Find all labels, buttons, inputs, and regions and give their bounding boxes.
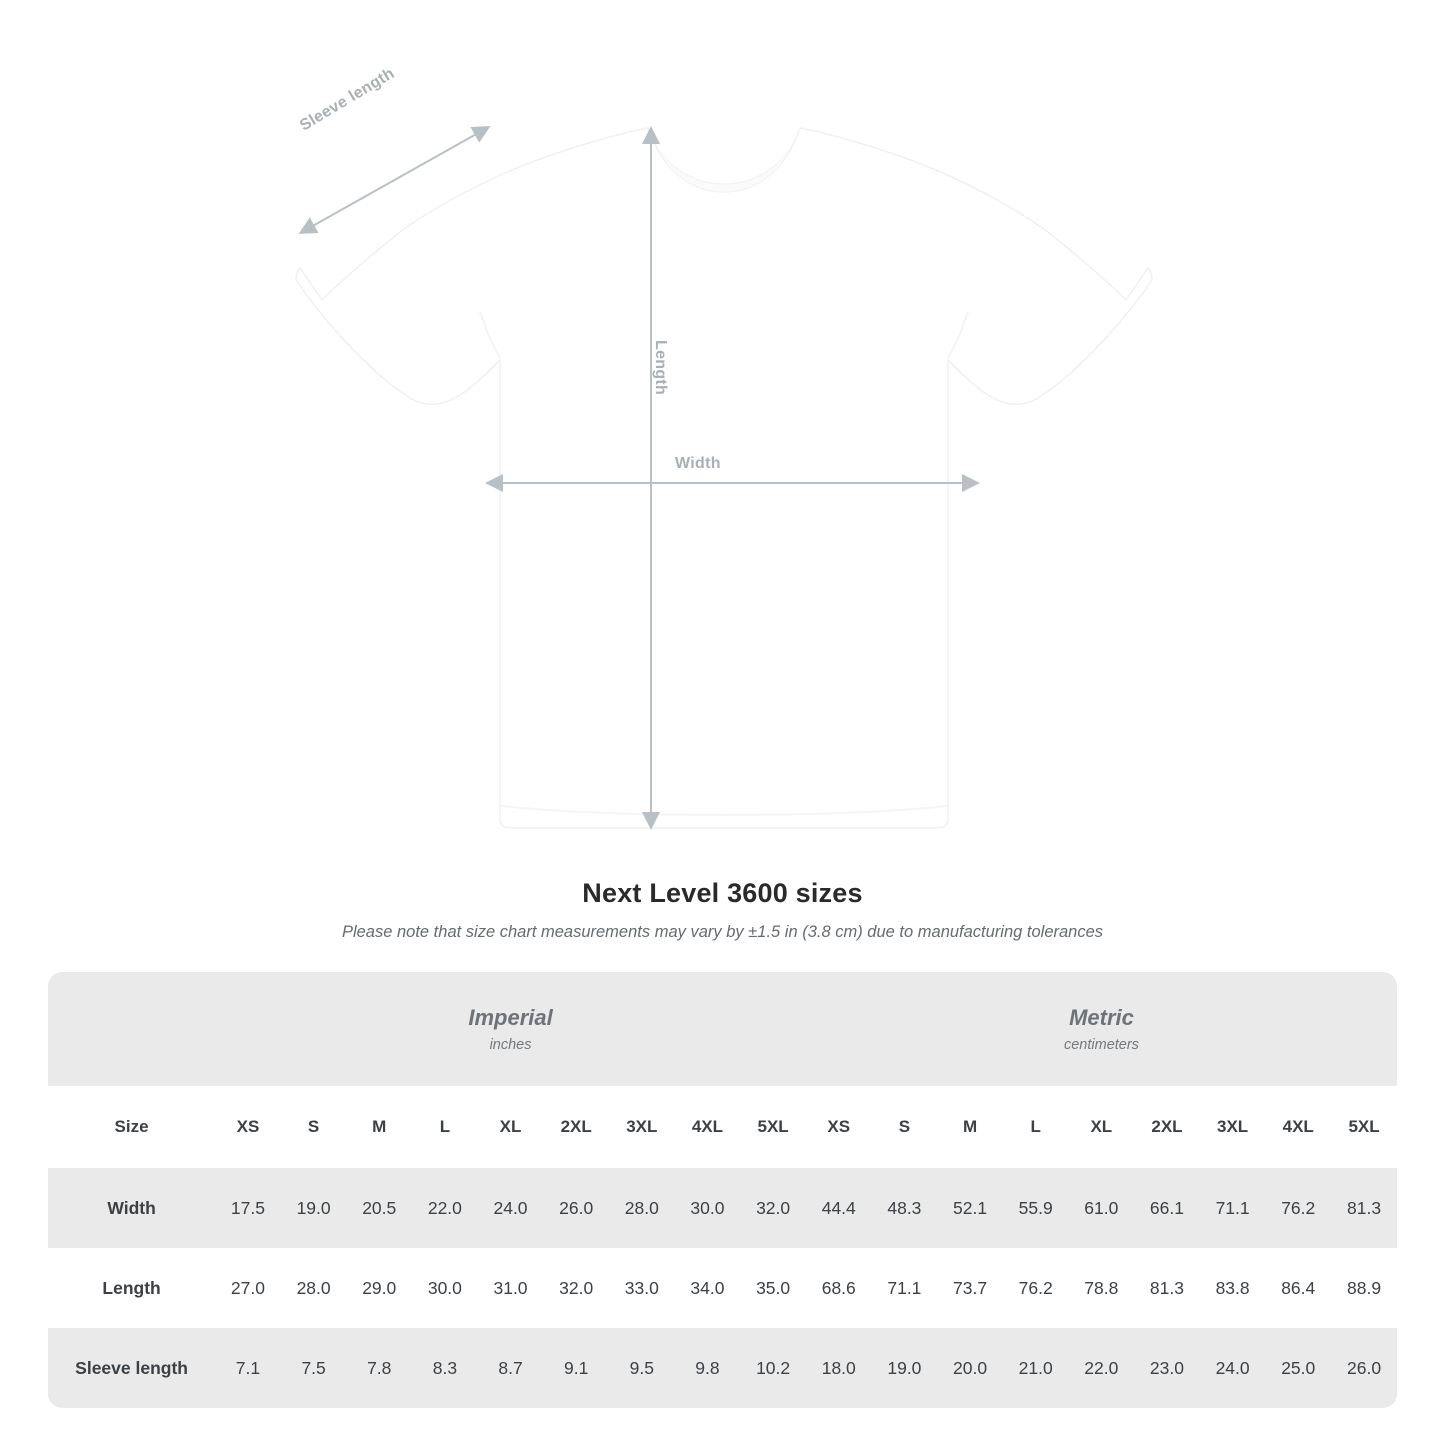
width-label: Width <box>675 455 721 472</box>
cell-sleeve-metric-xl: 22.0 <box>1069 1328 1135 1408</box>
size-header-metric-l: L <box>1003 1086 1069 1168</box>
cell-width-metric-s: 48.3 <box>872 1168 938 1248</box>
cell-width-metric-xl: 61.0 <box>1069 1168 1135 1248</box>
title-block <box>0 878 1445 942</box>
cell-width-imperial-m: 20.5 <box>346 1168 412 1248</box>
row-label-width: Width <box>48 1168 215 1248</box>
cell-width-imperial-4xl: 30.0 <box>675 1168 741 1248</box>
table-row <box>48 1328 1397 1408</box>
cell-sleeve-metric-4xl: 25.0 <box>1265 1328 1331 1408</box>
table-row <box>48 1168 1397 1248</box>
cell-sleeve-metric-s: 19.0 <box>872 1328 938 1408</box>
cell-length-imperial-xs: 27.0 <box>215 1248 281 1328</box>
cell-length-metric-4xl: 86.4 <box>1265 1248 1331 1328</box>
cell-length-metric-xs: 68.6 <box>806 1248 872 1328</box>
cell-sleeve-imperial-2xl: 9.1 <box>543 1328 609 1408</box>
cell-width-metric-2xl: 66.1 <box>1134 1168 1200 1248</box>
size-table <box>48 972 1397 1408</box>
cell-sleeve-metric-2xl: 23.0 <box>1134 1328 1200 1408</box>
size-header-metric-s: S <box>872 1086 938 1168</box>
cell-width-metric-5xl: 81.3 <box>1331 1168 1397 1248</box>
cell-width-imperial-5xl: 32.0 <box>740 1168 806 1248</box>
size-header-metric-3xl: 3XL <box>1200 1086 1266 1168</box>
size-header-imperial-2xl: 2XL <box>543 1086 609 1168</box>
cell-width-metric-4xl: 76.2 <box>1265 1168 1331 1248</box>
size-header-metric-5xl: 5XL <box>1331 1086 1397 1168</box>
cell-width-metric-l: 55.9 <box>1003 1168 1069 1248</box>
cell-sleeve-metric-xs: 18.0 <box>806 1328 872 1408</box>
table-corner <box>48 972 215 1086</box>
sleeve-length-label: Sleeve length <box>297 64 398 135</box>
cell-sleeve-metric-3xl: 24.0 <box>1200 1328 1266 1408</box>
cell-length-imperial-2xl: 32.0 <box>543 1248 609 1328</box>
size-header-imperial-3xl: 3XL <box>609 1086 675 1168</box>
cell-sleeve-metric-5xl: 26.0 <box>1331 1328 1397 1408</box>
cell-sleeve-imperial-4xl: 9.8 <box>675 1328 741 1408</box>
cell-width-imperial-xl: 24.0 <box>478 1168 544 1248</box>
cell-width-imperial-xs: 17.5 <box>215 1168 281 1248</box>
size-header-imperial-xs: XS <box>215 1086 281 1168</box>
cell-length-metric-m: 73.7 <box>937 1248 1003 1328</box>
table-row <box>48 1248 1397 1328</box>
cell-length-metric-2xl: 81.3 <box>1134 1248 1200 1328</box>
size-header-label: Size <box>48 1086 215 1168</box>
cell-sleeve-imperial-xl: 8.7 <box>478 1328 544 1408</box>
unit-group-imperial-sub: inches <box>489 1037 532 1053</box>
tshirt-shape <box>296 128 1152 828</box>
cell-width-metric-xs: 44.4 <box>806 1168 872 1248</box>
unit-group-metric-label: Metric <box>1069 1005 1134 1030</box>
row-label-length: Length <box>48 1248 215 1328</box>
cell-sleeve-imperial-l: 8.3 <box>412 1328 478 1408</box>
cell-width-metric-m: 52.1 <box>937 1168 1003 1248</box>
row-label-sleeve-length: Sleeve length <box>48 1328 215 1408</box>
cell-width-imperial-s: 19.0 <box>281 1168 347 1248</box>
size-header-metric-xl: XL <box>1069 1086 1135 1168</box>
size-header-imperial-4xl: 4XL <box>675 1086 741 1168</box>
size-header-metric-xs: XS <box>806 1086 872 1168</box>
cell-length-imperial-m: 29.0 <box>346 1248 412 1328</box>
unit-group-imperial-label: Imperial <box>468 1005 553 1030</box>
cell-length-metric-3xl: 83.8 <box>1200 1248 1266 1328</box>
cell-length-imperial-4xl: 34.0 <box>675 1248 741 1328</box>
cell-length-imperial-xl: 31.0 <box>478 1248 544 1328</box>
unit-group-metric-sub: centimeters <box>1063 1037 1139 1053</box>
cell-length-imperial-5xl: 35.0 <box>740 1248 806 1328</box>
cell-length-metric-s: 71.1 <box>872 1248 938 1328</box>
unit-header-row <box>48 972 1397 1086</box>
cell-length-metric-l: 76.2 <box>1003 1248 1069 1328</box>
cell-sleeve-metric-l: 21.0 <box>1003 1328 1069 1408</box>
size-header-imperial-l: L <box>412 1086 478 1168</box>
cell-sleeve-imperial-m: 7.8 <box>346 1328 412 1408</box>
size-header-row <box>48 1086 1397 1168</box>
size-header-metric-4xl: 4XL <box>1265 1086 1331 1168</box>
cell-sleeve-imperial-5xl: 10.2 <box>740 1328 806 1408</box>
cell-sleeve-metric-m: 20.0 <box>937 1328 1003 1408</box>
size-header-metric-m: M <box>937 1086 1003 1168</box>
size-header-imperial-xl: XL <box>478 1086 544 1168</box>
cell-width-imperial-3xl: 28.0 <box>609 1168 675 1248</box>
cell-length-imperial-3xl: 33.0 <box>609 1248 675 1328</box>
cell-width-metric-3xl: 71.1 <box>1200 1168 1266 1248</box>
cell-length-imperial-l: 30.0 <box>412 1248 478 1328</box>
cell-length-metric-5xl: 88.9 <box>1331 1248 1397 1328</box>
size-table-wrapper <box>48 972 1397 1408</box>
length-label: Length <box>652 340 669 396</box>
cell-length-metric-xl: 78.8 <box>1069 1248 1135 1328</box>
size-header-imperial-m: M <box>346 1086 412 1168</box>
cell-sleeve-imperial-xs: 7.1 <box>215 1328 281 1408</box>
cell-length-imperial-s: 28.0 <box>281 1248 347 1328</box>
cell-sleeve-imperial-s: 7.5 <box>281 1328 347 1408</box>
unit-group-imperial <box>215 972 806 1086</box>
size-header-imperial-s: S <box>281 1086 347 1168</box>
cell-sleeve-imperial-3xl: 9.5 <box>609 1328 675 1408</box>
page-title: Next Level 3600 sizes <box>582 878 863 908</box>
cell-width-imperial-2xl: 26.0 <box>543 1168 609 1248</box>
cell-width-imperial-l: 22.0 <box>412 1168 478 1248</box>
tolerance-note: Please note that size chart measurements may vary by ±1.5 in (3.8 cm) due to manufacturing tolerances <box>341 923 1104 941</box>
unit-group-metric <box>806 972 1397 1086</box>
size-header-imperial-5xl: 5XL <box>740 1086 806 1168</box>
size-header-metric-2xl: 2XL <box>1134 1086 1200 1168</box>
